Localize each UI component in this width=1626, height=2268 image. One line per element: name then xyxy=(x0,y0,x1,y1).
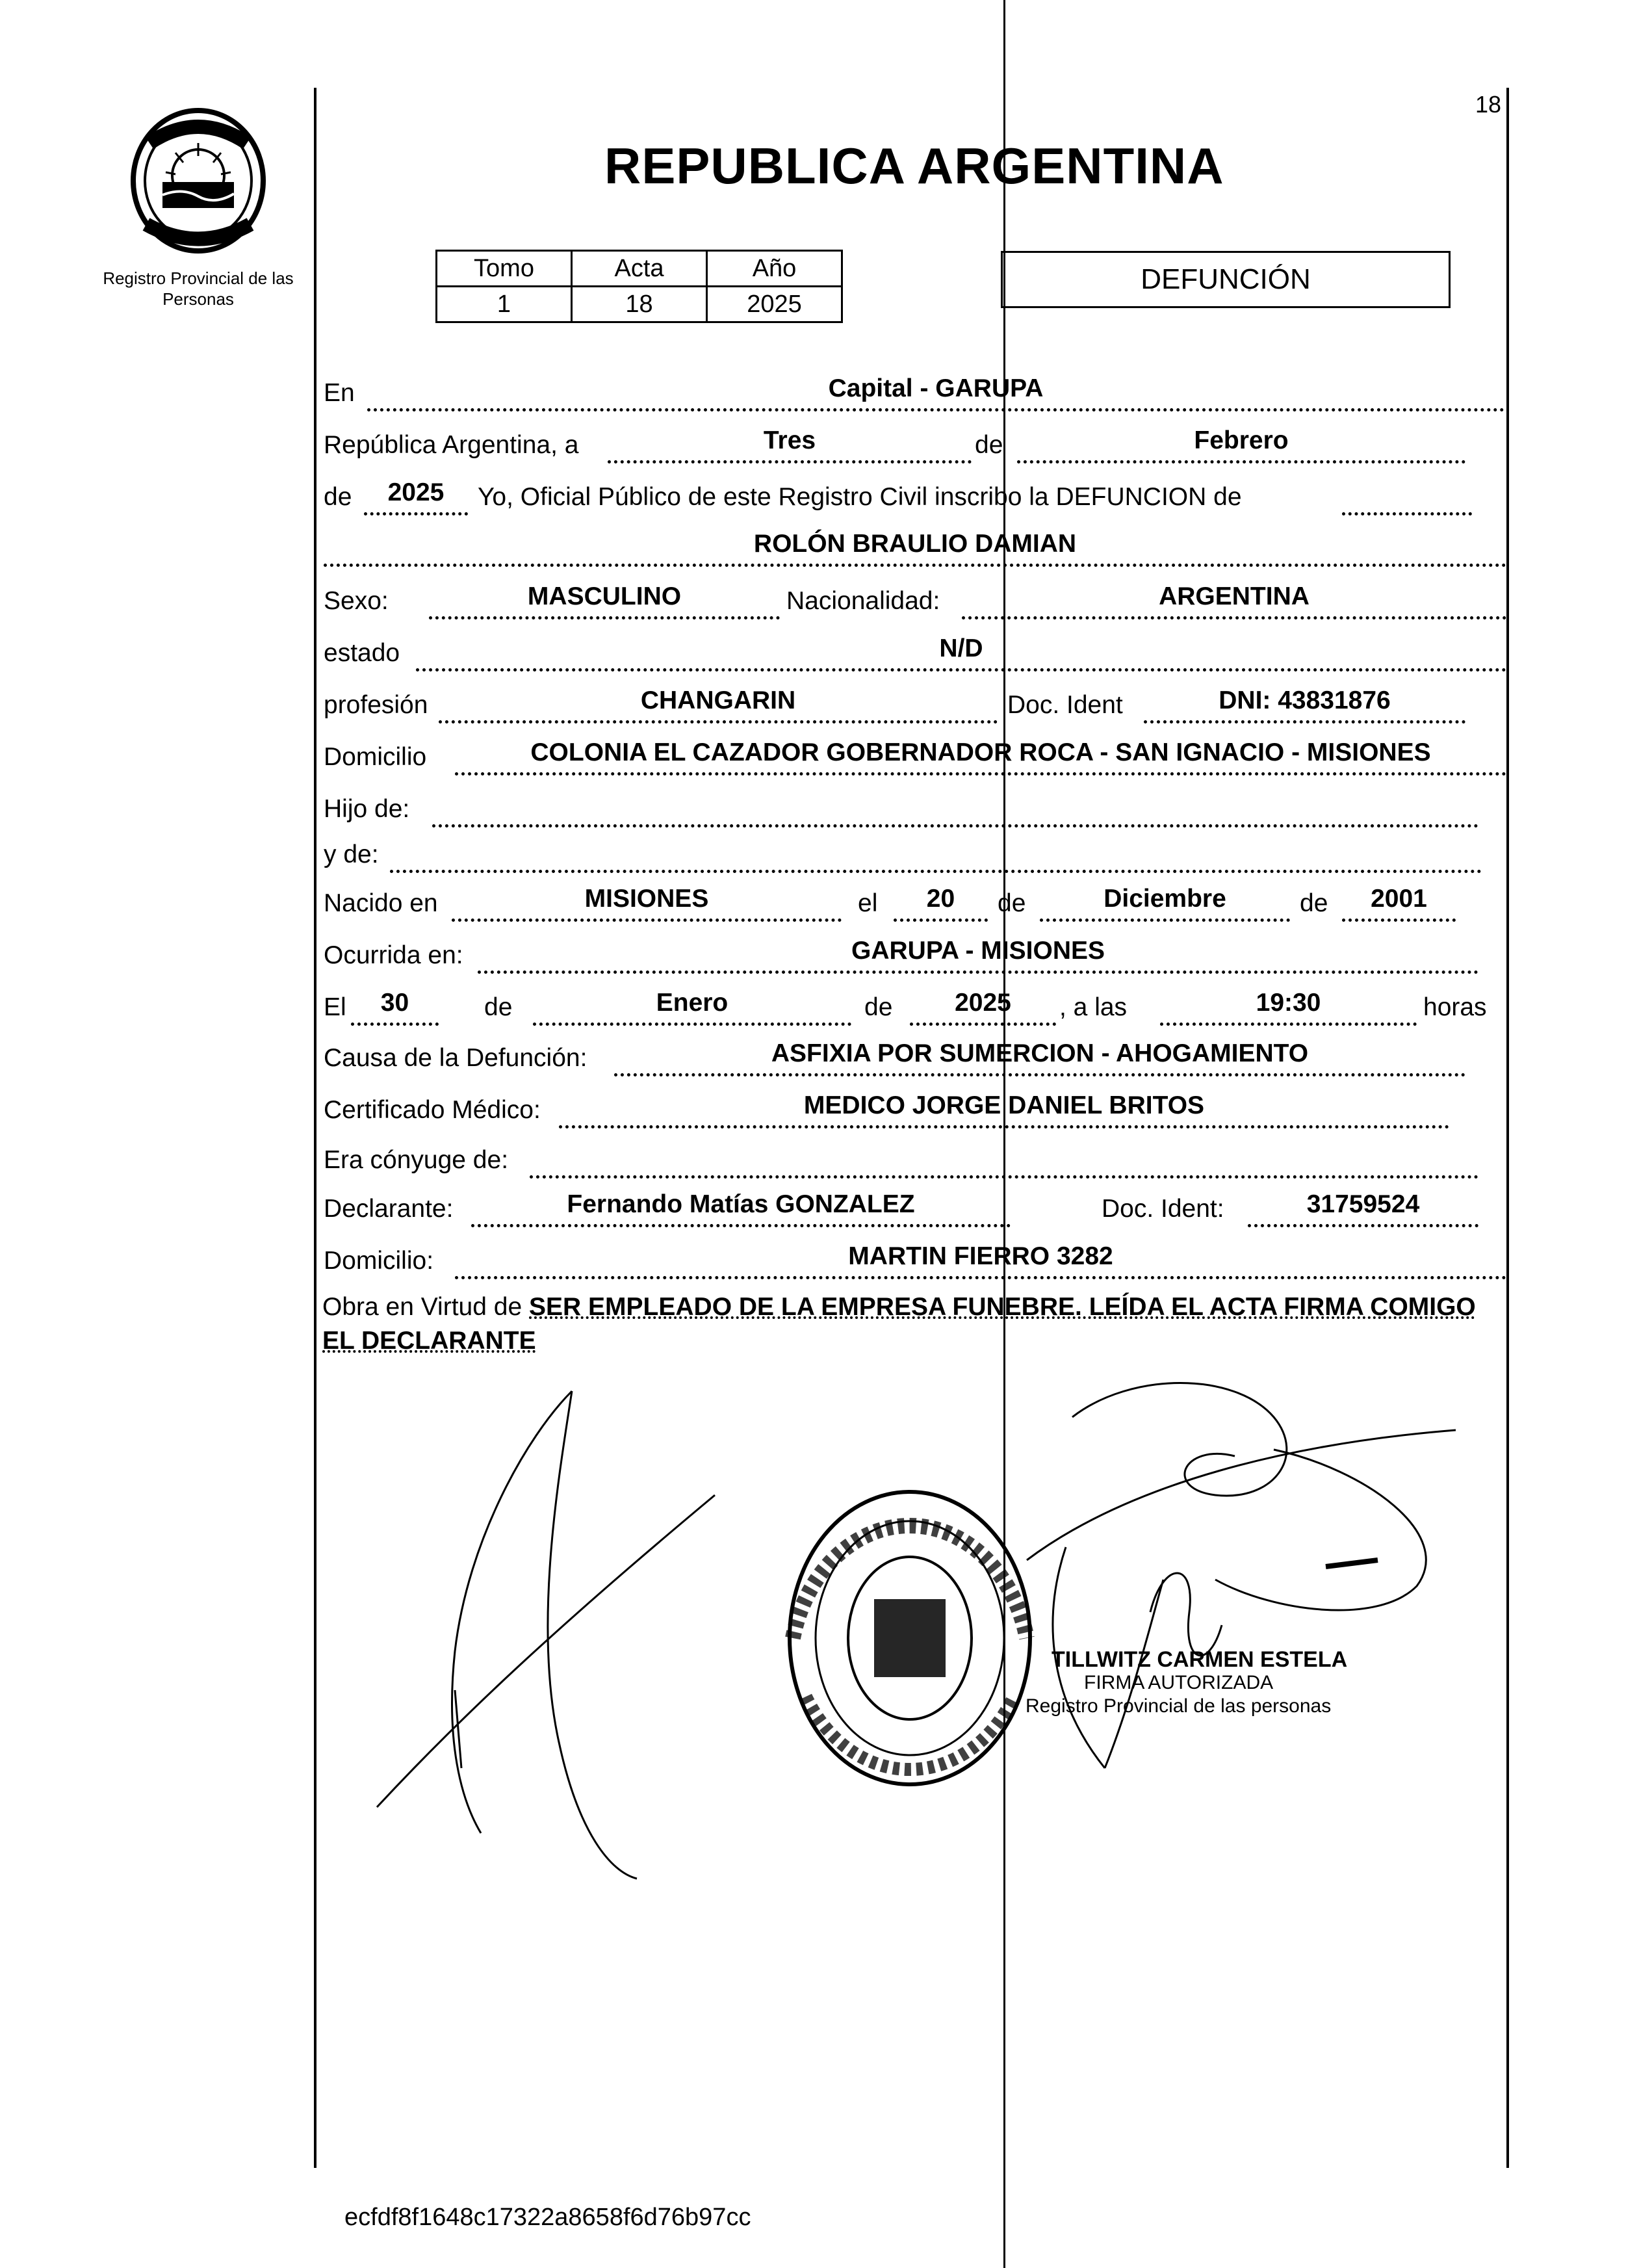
label-nacionalidad: Nacionalidad: xyxy=(786,587,940,615)
record-index-value-row xyxy=(437,287,842,322)
field-mes: Febrero xyxy=(1017,424,1465,463)
label-de2: de xyxy=(324,483,352,511)
label-republica: República Argentina, a xyxy=(324,431,579,459)
label-y-de: y de: xyxy=(324,841,379,868)
label-sexo: Sexo: xyxy=(324,587,389,615)
registry-name: Registro Provincial de las Personas xyxy=(103,268,294,309)
officer-signature xyxy=(1001,1365,1469,1820)
label-profesion: profesión xyxy=(324,691,428,719)
label-en: En xyxy=(324,379,355,407)
officer-stamp xyxy=(1026,1647,1348,1718)
label-conyuge: Era cónyuge de: xyxy=(324,1146,509,1174)
field-nacido-dia: 20 xyxy=(894,883,988,922)
field-anio-tail xyxy=(1342,476,1472,515)
label-nacido-en: Nacido en xyxy=(324,889,438,917)
declarant-signature xyxy=(364,1378,728,1885)
label-certificado: Certificado Médico: xyxy=(324,1096,541,1124)
obra-en-virtud xyxy=(322,1290,1499,1358)
officer-name: TILLWITZ CARMEN ESTELA xyxy=(1052,1647,1348,1672)
anio-value: 2025 xyxy=(707,287,842,322)
record-index-table xyxy=(435,250,843,323)
record-type-box: DEFUNCIÓN xyxy=(1001,251,1451,308)
field-declarante-doc: 31759524 xyxy=(1248,1188,1478,1227)
label-doc-ident: Doc. Ident xyxy=(1007,691,1123,719)
label-de-d1: de xyxy=(484,993,513,1021)
label-domicilio2: Domicilio: xyxy=(324,1247,434,1275)
tomo-header: Tomo xyxy=(437,251,572,287)
left-margin-line xyxy=(314,88,316,2168)
label-de-b2: de xyxy=(1300,889,1328,917)
field-nacido-en: MISIONES xyxy=(452,883,842,922)
field-estado: N/D xyxy=(416,632,1506,671)
right-margin-line xyxy=(1506,88,1509,2168)
field-causa: ASFIXIA POR SUMERCION - AHOGAMIENTO xyxy=(614,1037,1465,1076)
acta-header: Acta xyxy=(572,251,707,287)
label-causa: Causa de la Defunción: xyxy=(324,1044,587,1072)
label-a-las: , a las xyxy=(1059,993,1128,1021)
label-estado: estado xyxy=(324,639,400,667)
field-nacionalidad: ARGENTINA xyxy=(962,580,1506,619)
officer-role: FIRMA AUTORIZADA xyxy=(1084,1672,1274,1693)
field-declarante: Fernando Matías GONZALEZ xyxy=(471,1188,1011,1227)
label-hijo-de: Hijo de: xyxy=(324,795,410,823)
page-number: 18 xyxy=(1475,91,1502,118)
field-sexo: MASCULINO xyxy=(429,580,780,619)
label-de-b1: de xyxy=(998,889,1026,917)
label-doc-ident2: Doc. Ident: xyxy=(1102,1195,1224,1223)
field-defuncion-mes: Enero xyxy=(533,987,851,1026)
label-obra: Obra en Virtud de xyxy=(322,1293,523,1321)
label-domicilio: Domicilio xyxy=(324,743,427,771)
field-defuncion-anio: 2025 xyxy=(910,987,1056,1026)
label-el-d: El xyxy=(324,993,346,1021)
field-dia: Tres xyxy=(608,424,972,463)
field-ocurrida-en: GARUPA - MISIONES xyxy=(478,935,1478,974)
field-declarante-domicilio: MARTIN FIERRO 3282 xyxy=(455,1240,1506,1279)
anio-header: Año xyxy=(707,251,842,287)
field-nacido-mes: Diciembre xyxy=(1040,883,1290,922)
fold-line xyxy=(1003,0,1005,2268)
document-hash: ecfdf8f1648c17322a8658f6d76b97cc xyxy=(344,2204,751,2231)
field-obra: SER EMPLEADO DE LA EMPRESA FUNEBRE. LEÍDA EL ACTA FIRMA COMIGO EL DECLARANTE xyxy=(322,1293,1476,1355)
field-doc-ident: DNI: 43831876 xyxy=(1144,684,1465,723)
officer-registry: Registro Provincial de las personas xyxy=(1026,1695,1332,1717)
label-declarante: Declarante: xyxy=(324,1195,454,1223)
field-certificado: MEDICO JORGE DANIEL BRITOS xyxy=(559,1089,1449,1128)
acta-value: 18 xyxy=(572,287,707,322)
field-lugar: Capital - GARUPA xyxy=(367,372,1504,411)
label-horas: horas xyxy=(1423,993,1487,1021)
field-anio: 2025 xyxy=(364,476,468,515)
field-nacido-anio: 2001 xyxy=(1342,883,1456,922)
field-conyuge xyxy=(530,1140,1478,1179)
province-emblem-icon xyxy=(123,104,273,254)
label-yo: Yo, Oficial Público de este Registro Civil inscribo la DEFUNCION de xyxy=(478,483,1242,511)
label-de: de xyxy=(975,431,1003,459)
field-domicilio: COLONIA EL CAZADOR GOBERNADOR ROCA - SAN IGNACIO - MISIONES xyxy=(455,736,1506,776)
label-el: el xyxy=(858,889,878,917)
label-ocurrida-en: Ocurrida en: xyxy=(324,941,463,969)
record-index-header-row xyxy=(437,251,842,287)
field-profesion: CHANGARIN xyxy=(439,684,998,723)
page-title: REPUBLICA ARGENTINA xyxy=(604,137,1224,194)
field-defuncion-hora: 19:30 xyxy=(1160,987,1417,1026)
tomo-value: 1 xyxy=(437,287,572,322)
field-nombre: ROLÓN BRAULIO DAMIAN xyxy=(324,528,1506,567)
field-hijo-de xyxy=(432,789,1478,828)
field-defuncion-dia: 30 xyxy=(351,987,439,1026)
label-de-d2: de xyxy=(864,993,893,1021)
field-y-de xyxy=(390,834,1482,873)
